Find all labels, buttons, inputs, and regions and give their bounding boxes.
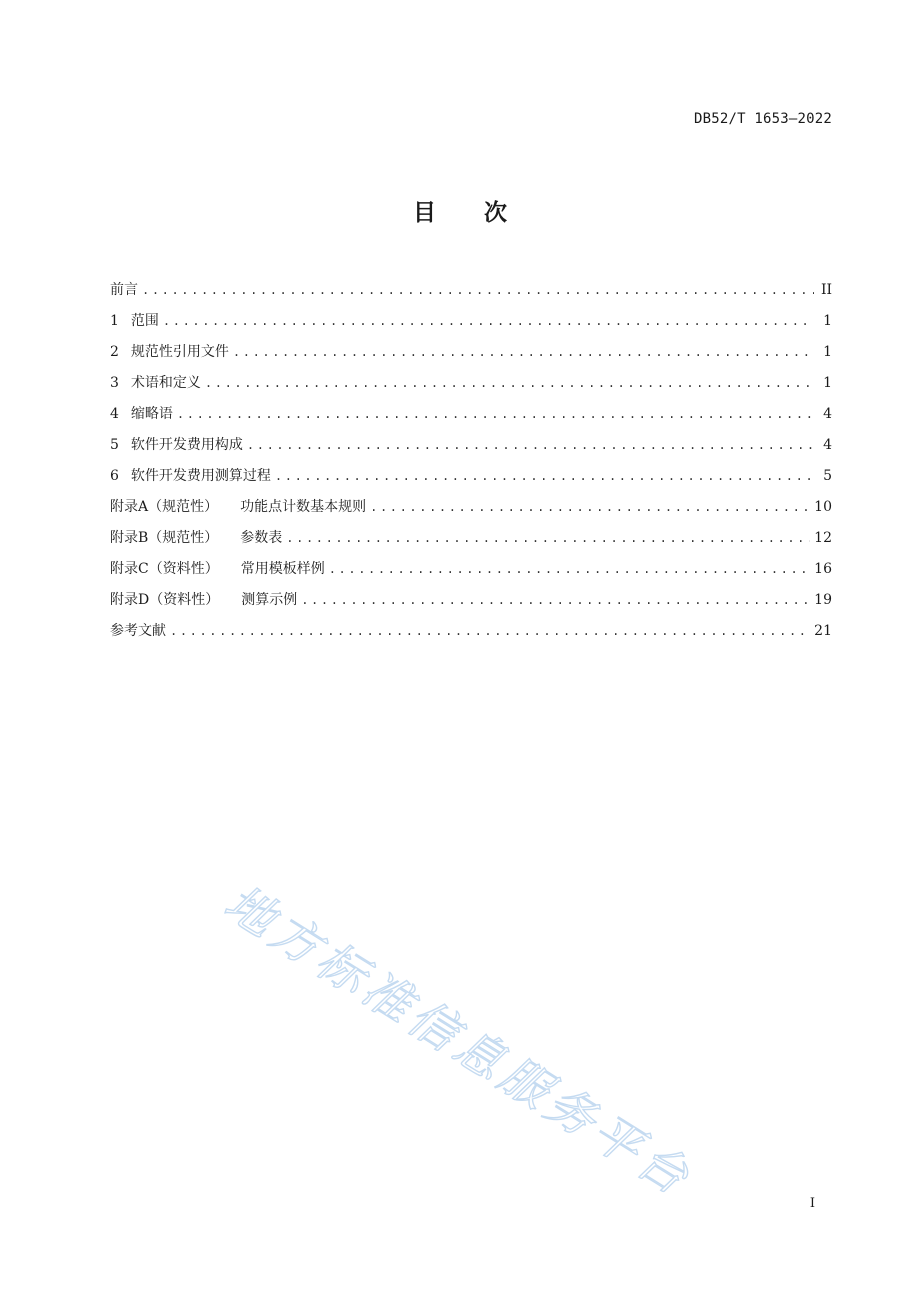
- toc-entry[interactable]: [110, 464, 832, 495]
- toc-entry-title: 测算示例: [241, 592, 298, 608]
- dot-leader: [370, 495, 810, 519]
- toc-entry-page: 21: [814, 623, 832, 639]
- toc-entry-title: 规范性引用文件: [130, 344, 229, 360]
- page-number: I: [809, 1196, 815, 1211]
- toc-entry-page: 1: [823, 344, 832, 360]
- dot-leader: [142, 278, 814, 302]
- toc-entry-page: II: [820, 282, 832, 298]
- toc-entry-title: 前言: [110, 282, 138, 298]
- toc-entry-title: 参考文献: [110, 623, 166, 639]
- toc-entry[interactable]: [110, 526, 832, 557]
- toc-entry-page: 12: [814, 530, 832, 546]
- dot-leader: [170, 619, 810, 643]
- toc-entry-number: 4: [110, 406, 119, 422]
- toc-entry[interactable]: [110, 433, 832, 464]
- toc-entry-title: 软件开发费用测算过程: [130, 468, 271, 484]
- toc-entry[interactable]: [110, 309, 832, 340]
- toc-entry-title: 缩略语: [130, 406, 173, 422]
- toc-entry-appendix-label: 附录A（规范性）: [110, 499, 219, 515]
- watermark: 地方标准信息服务平台: [214, 874, 703, 1209]
- toc-entry[interactable]: [110, 557, 832, 588]
- toc-entry-page: 4: [823, 437, 832, 453]
- toc-entry[interactable]: [110, 588, 832, 619]
- toc-entry-title: 参数表: [240, 530, 283, 546]
- dot-leader: [233, 340, 814, 364]
- toc-entry-number: 5: [110, 437, 119, 453]
- toc-entry-number: 1: [110, 313, 119, 329]
- toc-entry-page: 19: [814, 592, 832, 608]
- dot-leader: [286, 526, 810, 550]
- toc-entry[interactable]: [110, 278, 832, 309]
- toc-entry-page: 10: [814, 499, 832, 515]
- toc-entry[interactable]: [110, 495, 832, 526]
- table-of-contents: [110, 278, 832, 650]
- dot-leader: [329, 557, 810, 581]
- toc-entry-page: 1: [823, 375, 832, 391]
- dot-leader: [275, 464, 814, 488]
- toc-entry-title: 术语和定义: [130, 375, 201, 391]
- toc-entry-number: 6: [110, 468, 119, 484]
- toc-entry-page: 5: [823, 468, 832, 484]
- dot-leader: [163, 309, 814, 333]
- toc-title: [0, 194, 920, 227]
- toc-entry-page: 16: [814, 561, 832, 577]
- dot-leader: [177, 402, 814, 426]
- dot-leader: [301, 588, 810, 612]
- toc-entry-title: 功能点计数基本规则: [240, 499, 367, 515]
- toc-entry-title: 常用模板样例: [240, 561, 325, 577]
- toc-entry-page: 1: [823, 313, 832, 329]
- dot-leader: [205, 371, 814, 395]
- toc-entry-appendix-label: 附录B（规范性）: [110, 530, 219, 546]
- toc-entry-title: 软件开发费用构成: [130, 437, 243, 453]
- toc-entry-appendix-label: 附录D（资料性）: [110, 592, 220, 608]
- document-id: DB52/T 1653—2022: [693, 111, 832, 127]
- toc-entry[interactable]: [110, 371, 832, 402]
- toc-entry-title: 范围: [130, 313, 159, 329]
- toc-entry-number: 3: [110, 375, 119, 391]
- toc-entry-appendix-label: 附录C（资料性）: [110, 561, 219, 577]
- dot-leader: [247, 433, 814, 457]
- toc-title-char: 目: [413, 200, 436, 226]
- toc-entry-number: 2: [110, 344, 119, 360]
- toc-title-char: 次: [484, 200, 507, 226]
- toc-entry[interactable]: [110, 619, 832, 650]
- toc-entry[interactable]: [110, 340, 832, 371]
- toc-entry[interactable]: [110, 402, 832, 433]
- toc-entry-page: 4: [823, 406, 832, 422]
